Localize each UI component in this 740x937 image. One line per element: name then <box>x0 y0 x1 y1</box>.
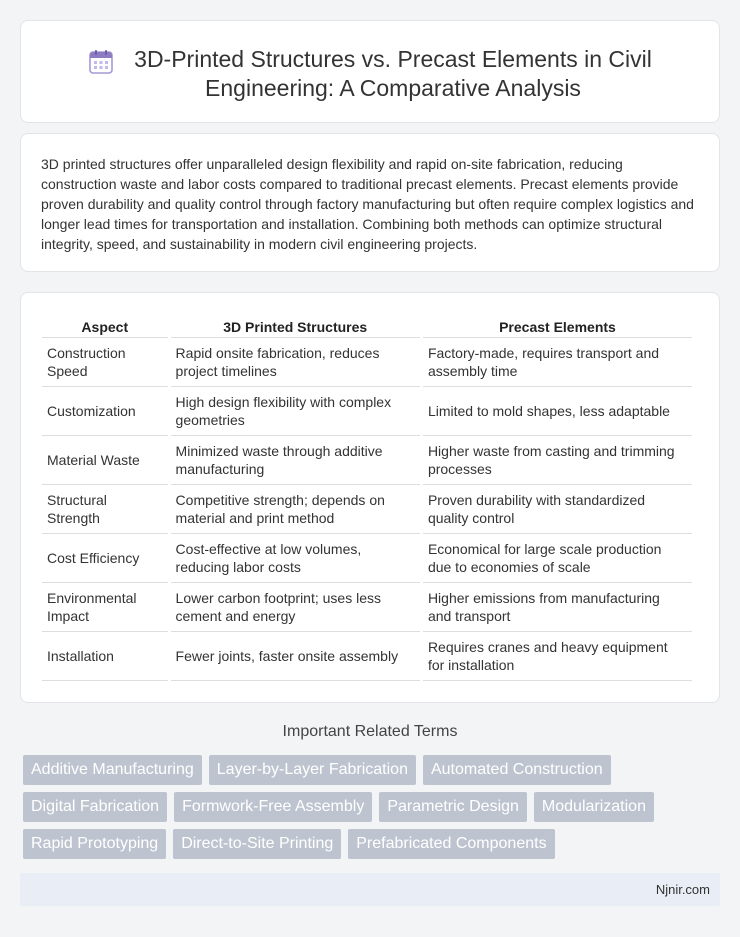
footer-site-link[interactable]: Njnir.com <box>655 882 710 897</box>
calendar-icon <box>88 49 114 75</box>
table-row <box>42 583 692 632</box>
precast-cell: Proven durability with standardized quality control <box>423 485 692 534</box>
title-line-2: Engineering: A Comparative Analysis <box>205 75 581 101</box>
page-title <box>134 45 652 103</box>
title-line-1: 3D-Printed Structures vs. Precast Elements in Civil <box>134 46 652 72</box>
3d-printed-cell: Fewer joints, faster onsite assembly <box>171 632 420 681</box>
header-card <box>20 20 720 123</box>
related-term-tag[interactable]: Formwork-Free Assembly <box>174 792 372 822</box>
related-term-tag[interactable]: Prefabricated Components <box>348 829 554 859</box>
related-term-tag[interactable]: Direct-to-Site Printing <box>173 829 341 859</box>
related-terms-list <box>23 755 723 866</box>
table-header-row <box>42 313 692 338</box>
header-3d-printed: 3D Printed Structures <box>171 313 420 338</box>
aspect-cell: Environmental Impact <box>42 583 168 632</box>
3d-printed-cell: Rapid onsite fabrication, reduces project timelines <box>171 338 420 387</box>
comparison-table-card <box>20 292 720 703</box>
3d-printed-cell: Cost-effective at low volumes, reducing labor costs <box>171 534 420 583</box>
table-row <box>42 632 692 681</box>
aspect-cell: Structural Strength <box>42 485 168 534</box>
3d-printed-cell: Lower carbon footprint; uses less cement and energy <box>171 583 420 632</box>
summary-card <box>20 133 720 272</box>
aspect-cell: Installation <box>42 632 168 681</box>
comparison-table <box>39 313 695 681</box>
precast-cell: Factory-made, requires transport and assembly time <box>423 338 692 387</box>
precast-cell: Requires cranes and heavy equipment for installation <box>423 632 692 681</box>
related-term-tag[interactable]: Parametric Design <box>379 792 527 822</box>
3d-printed-cell: High design flexibility with complex geometries <box>171 387 420 436</box>
table-row <box>42 534 692 583</box>
aspect-cell: Cost Efficiency <box>42 534 168 583</box>
related-term-tag[interactable]: Additive Manufacturing <box>23 755 202 785</box>
footer <box>20 873 720 906</box>
header-aspect: Aspect <box>42 313 168 338</box>
3d-printed-cell: Competitive strength; depends on material and print method <box>171 485 420 534</box>
table-row <box>42 436 692 485</box>
3d-printed-cell: Minimized waste through additive manufacturing <box>171 436 420 485</box>
related-term-tag[interactable]: Layer-by-Layer Fabrication <box>209 755 416 785</box>
table-row <box>42 387 692 436</box>
related-term-tag[interactable]: Digital Fabrication <box>23 792 167 822</box>
summary-text: 3D printed structures offer unparalleled design flexibility and rapid on-site fabrication, reducing construction waste and labor costs compared to traditional precast elements. Precast elements provide proven durability and quality control through factory manufacturing but often require complex logistics and longer lead times for transportation and installation. Combining both methods can optimize structural integrity, speed, and sustainability in modern civil engineering projects. <box>41 156 694 252</box>
aspect-cell: Material Waste <box>42 436 168 485</box>
table-row <box>42 338 692 387</box>
precast-cell: Higher emissions from manufacturing and transport <box>423 583 692 632</box>
related-terms-title: Important Related Terms <box>282 723 458 740</box>
tag-row <box>23 829 723 859</box>
precast-cell: Limited to mold shapes, less adaptable <box>423 387 692 436</box>
table-row <box>42 485 692 534</box>
related-term-tag[interactable]: Rapid Prototyping <box>23 829 166 859</box>
tag-row <box>23 755 723 785</box>
header-precast: Precast Elements <box>423 313 692 338</box>
related-term-tag[interactable]: Automated Construction <box>423 755 611 785</box>
related-term-tag[interactable]: Modularization <box>534 792 654 822</box>
aspect-cell: Construction Speed <box>42 338 168 387</box>
precast-cell: Economical for large scale production due to economies of scale <box>423 534 692 583</box>
aspect-cell: Customization <box>42 387 168 436</box>
tag-row <box>23 792 723 822</box>
precast-cell: Higher waste from casting and trimming processes <box>423 436 692 485</box>
